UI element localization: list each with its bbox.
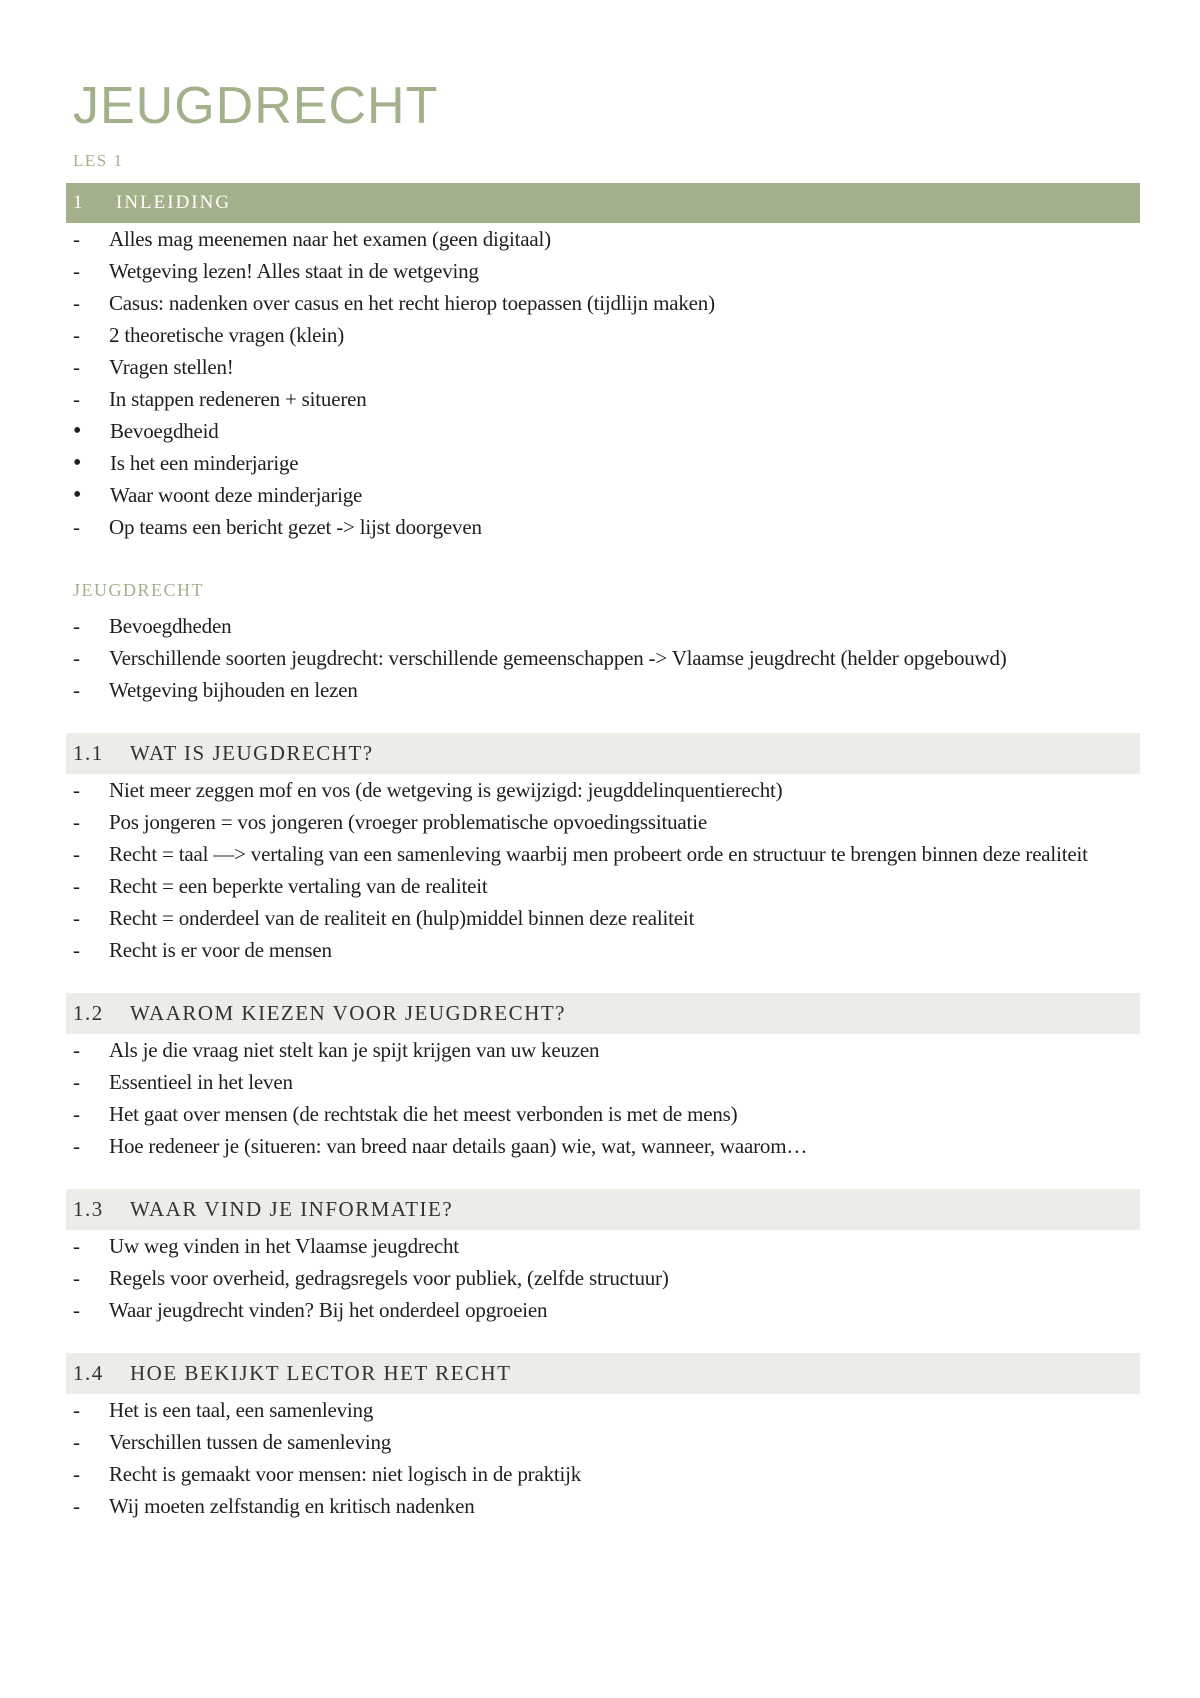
- document-title: JEUGDRECHT: [73, 77, 439, 135]
- list-item: - Alles mag meenemen naar het examen (geen digitaal): [73, 223, 1140, 255]
- section-1-3-list: [73, 1230, 1140, 1326]
- list-item: - Recht is er voor de mensen: [73, 934, 1140, 966]
- heading-inleiding: [66, 183, 1140, 223]
- heading-1-1: [66, 733, 1140, 774]
- heading-1-2: [66, 993, 1140, 1034]
- heading-title: WAAR VIND JE INFORMATIE?: [130, 1197, 454, 1221]
- sublist-item: • Bevoegdheid: [73, 415, 1140, 447]
- intro-list-continued: [73, 511, 1140, 543]
- document-subtitle: LES 1: [73, 151, 124, 170]
- sublist-item: • Waar woont deze minderjarige: [73, 479, 1140, 511]
- list-item: - Essentieel in het leven: [73, 1066, 1140, 1098]
- list-item: - Het is een taal, een samenleving: [73, 1394, 1140, 1426]
- list-item: - Recht = taal —> vertaling van een samenleving waarbij men probeert orde en structuur te brengen binnen deze realiteit: [73, 838, 1140, 870]
- document-page: [73, 64, 1140, 1522]
- heading-title: INLEIDING: [116, 192, 232, 213]
- heading-jeugdrecht: JEUGDRECHT: [73, 580, 204, 600]
- section-1-1-list: [73, 774, 1140, 966]
- heading-title: WAAROM KIEZEN VOOR JEUGDRECHT?: [130, 1001, 567, 1025]
- heading-1-4: [66, 1353, 1140, 1394]
- list-item: - Regels voor overheid, gedragsregels voor publiek, (zelfde structuur): [73, 1262, 1140, 1294]
- heading-number: 1.1: [73, 741, 104, 765]
- heading-number: 1: [73, 192, 85, 213]
- list-item: - Recht is gemaakt voor mensen: niet logisch in de praktijk: [73, 1458, 1140, 1490]
- heading-number: 1.4: [73, 1361, 104, 1385]
- heading-number: 1.3: [73, 1197, 104, 1221]
- list-item: - Hoe redeneer je (situeren: van breed naar details gaan) wie, wat, wanneer, waarom…: [73, 1130, 1140, 1162]
- jeugdrecht-list: [73, 610, 1140, 706]
- list-item: - Recht = onderdeel van de realiteit en (hulp)middel binnen deze realiteit: [73, 902, 1140, 934]
- intro-sublist: [73, 415, 1140, 511]
- list-item: - Wetgeving lezen! Alles staat in de wetgeving: [73, 255, 1140, 287]
- list-item: - In stappen redeneren + situeren: [73, 383, 1140, 415]
- list-item: - Verschillende soorten jeugdrecht: verschillende gemeenschappen -> Vlaamse jeugdrecht (helder opgebouwd): [73, 642, 1140, 674]
- list-item: - Recht = een beperkte vertaling van de realiteit: [73, 870, 1140, 902]
- list-item: - 2 theoretische vragen (klein): [73, 319, 1140, 351]
- list-item: - Verschillen tussen de samenleving: [73, 1426, 1140, 1458]
- heading-title: WAT IS JEUGDRECHT?: [130, 741, 374, 765]
- list-item: - Wij moeten zelfstandig en kritisch nadenken: [73, 1490, 1140, 1522]
- intro-list: [73, 223, 1140, 415]
- list-item: - Pos jongeren = vos jongeren (vroeger problematische opvoedingssituatie: [73, 806, 1140, 838]
- heading-number: 1.2: [73, 1001, 104, 1025]
- section-1-4-list: [73, 1394, 1140, 1522]
- list-item: - Het gaat over mensen (de rechtstak die het meest verbonden is met de mens): [73, 1098, 1140, 1130]
- list-item: - Wetgeving bijhouden en lezen: [73, 674, 1140, 706]
- list-item: - Als je die vraag niet stelt kan je spijt krijgen van uw keuzen: [73, 1034, 1140, 1066]
- list-item: - Casus: nadenken over casus en het recht hierop toepassen (tijdlijn maken): [73, 287, 1140, 319]
- heading-1-3: [66, 1189, 1140, 1230]
- list-item: - Bevoegdheden: [73, 610, 1140, 642]
- list-item: - Niet meer zeggen mof en vos (de wetgeving is gewijzigd: jeugddelinquentierecht): [73, 774, 1140, 806]
- section-1-2-list: [73, 1034, 1140, 1162]
- sublist-item: • Is het een minderjarige: [73, 447, 1140, 479]
- list-item: - Uw weg vinden in het Vlaamse jeugdrecht: [73, 1230, 1140, 1262]
- list-item: - Op teams een bericht gezet -> lijst doorgeven: [73, 511, 1140, 543]
- heading-title: HOE BEKIJKT LECTOR HET RECHT: [130, 1361, 512, 1385]
- list-item: - Vragen stellen!: [73, 351, 1140, 383]
- list-item: - Waar jeugdrecht vinden? Bij het onderdeel opgroeien: [73, 1294, 1140, 1326]
